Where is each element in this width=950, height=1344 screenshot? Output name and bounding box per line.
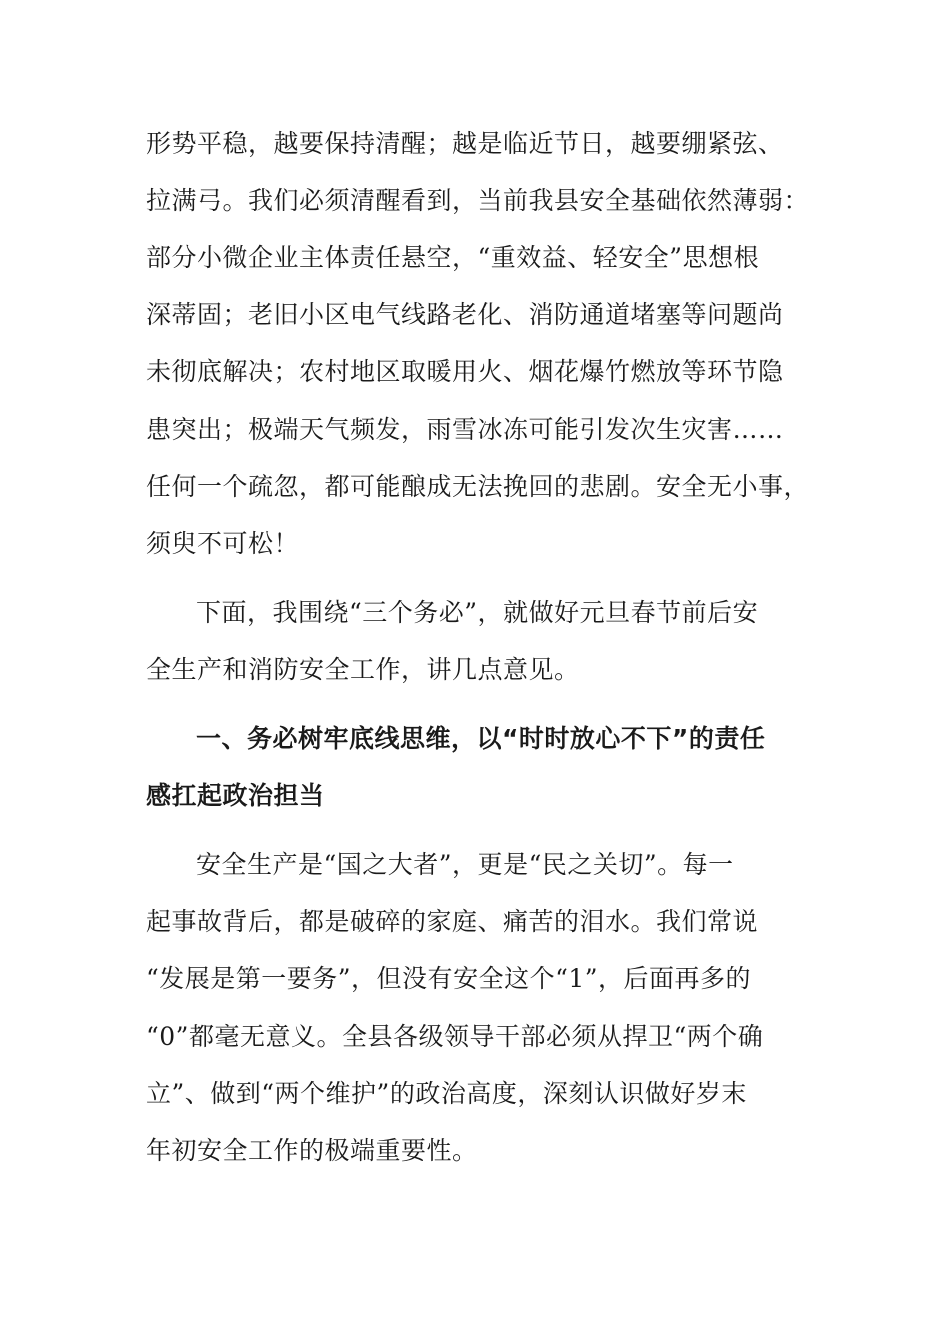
paragraph-1-line-5: 未彻底解决；农村地区取暖用火、烟花爆竹燃放等环节隐 bbox=[146, 357, 784, 386]
paragraph-1-line-8: 须臾不可松！ bbox=[146, 529, 300, 558]
paragraph-1-line-7: 任何一个疏忽，都可能酿成无法挽回的悲剧。安全无小事， bbox=[146, 472, 810, 501]
paragraph-1-line-6: 患突出；极端天气频发，雨雪冰冻可能引发次生灾害…… bbox=[146, 415, 784, 444]
paragraph-2-line-1: 下面，我围绕“三个务必”，就做好元旦春节前后安 bbox=[196, 598, 759, 627]
paragraph-3-line-3: “发展是第一要务”，但没有安全这个“1”，后面再多的 bbox=[146, 964, 752, 993]
paragraph-3-line-5: 立”、做到“两个维护”的政治高度，深刻认识做好岁末 bbox=[146, 1079, 747, 1108]
paragraph-3-line-6: 年初安全工作的极端重要性。 bbox=[146, 1136, 478, 1165]
section-heading-line-1: 一、务必树牢底线思维，以“时时放心不下”的责任 bbox=[196, 724, 766, 753]
section-heading-line-2: 感扛起政治担当 bbox=[146, 781, 325, 810]
paragraph-3-line-2: 起事故背后，都是破碎的家庭、痛苦的泪水。我们常说 bbox=[146, 907, 759, 936]
paragraph-3-line-4: “0”都毫无意义。全县各级领导干部必须从捍卫“两个确 bbox=[146, 1022, 764, 1051]
paragraph-1-line-4: 深蒂固；老旧小区电气线路老化、消防通道堵塞等问题尚 bbox=[146, 300, 784, 329]
paragraph-1-line-3: 部分小微企业主体责任悬空，“重效益、轻安全”思想根 bbox=[146, 243, 760, 272]
paragraph-2-line-2: 全生产和消防安全工作，讲几点意见。 bbox=[146, 655, 580, 684]
paragraph-1-line-1: 形势平稳，越要保持清醒；越是临近节日，越要绷紧弦、 bbox=[146, 129, 784, 158]
paragraph-3-line-1: 安全生产是“国之大者”，更是“民之关切”。每一 bbox=[196, 850, 734, 879]
paragraph-1-line-2: 拉满弓。我们必须清醒看到，当前我县安全基础依然薄弱： bbox=[146, 186, 810, 215]
